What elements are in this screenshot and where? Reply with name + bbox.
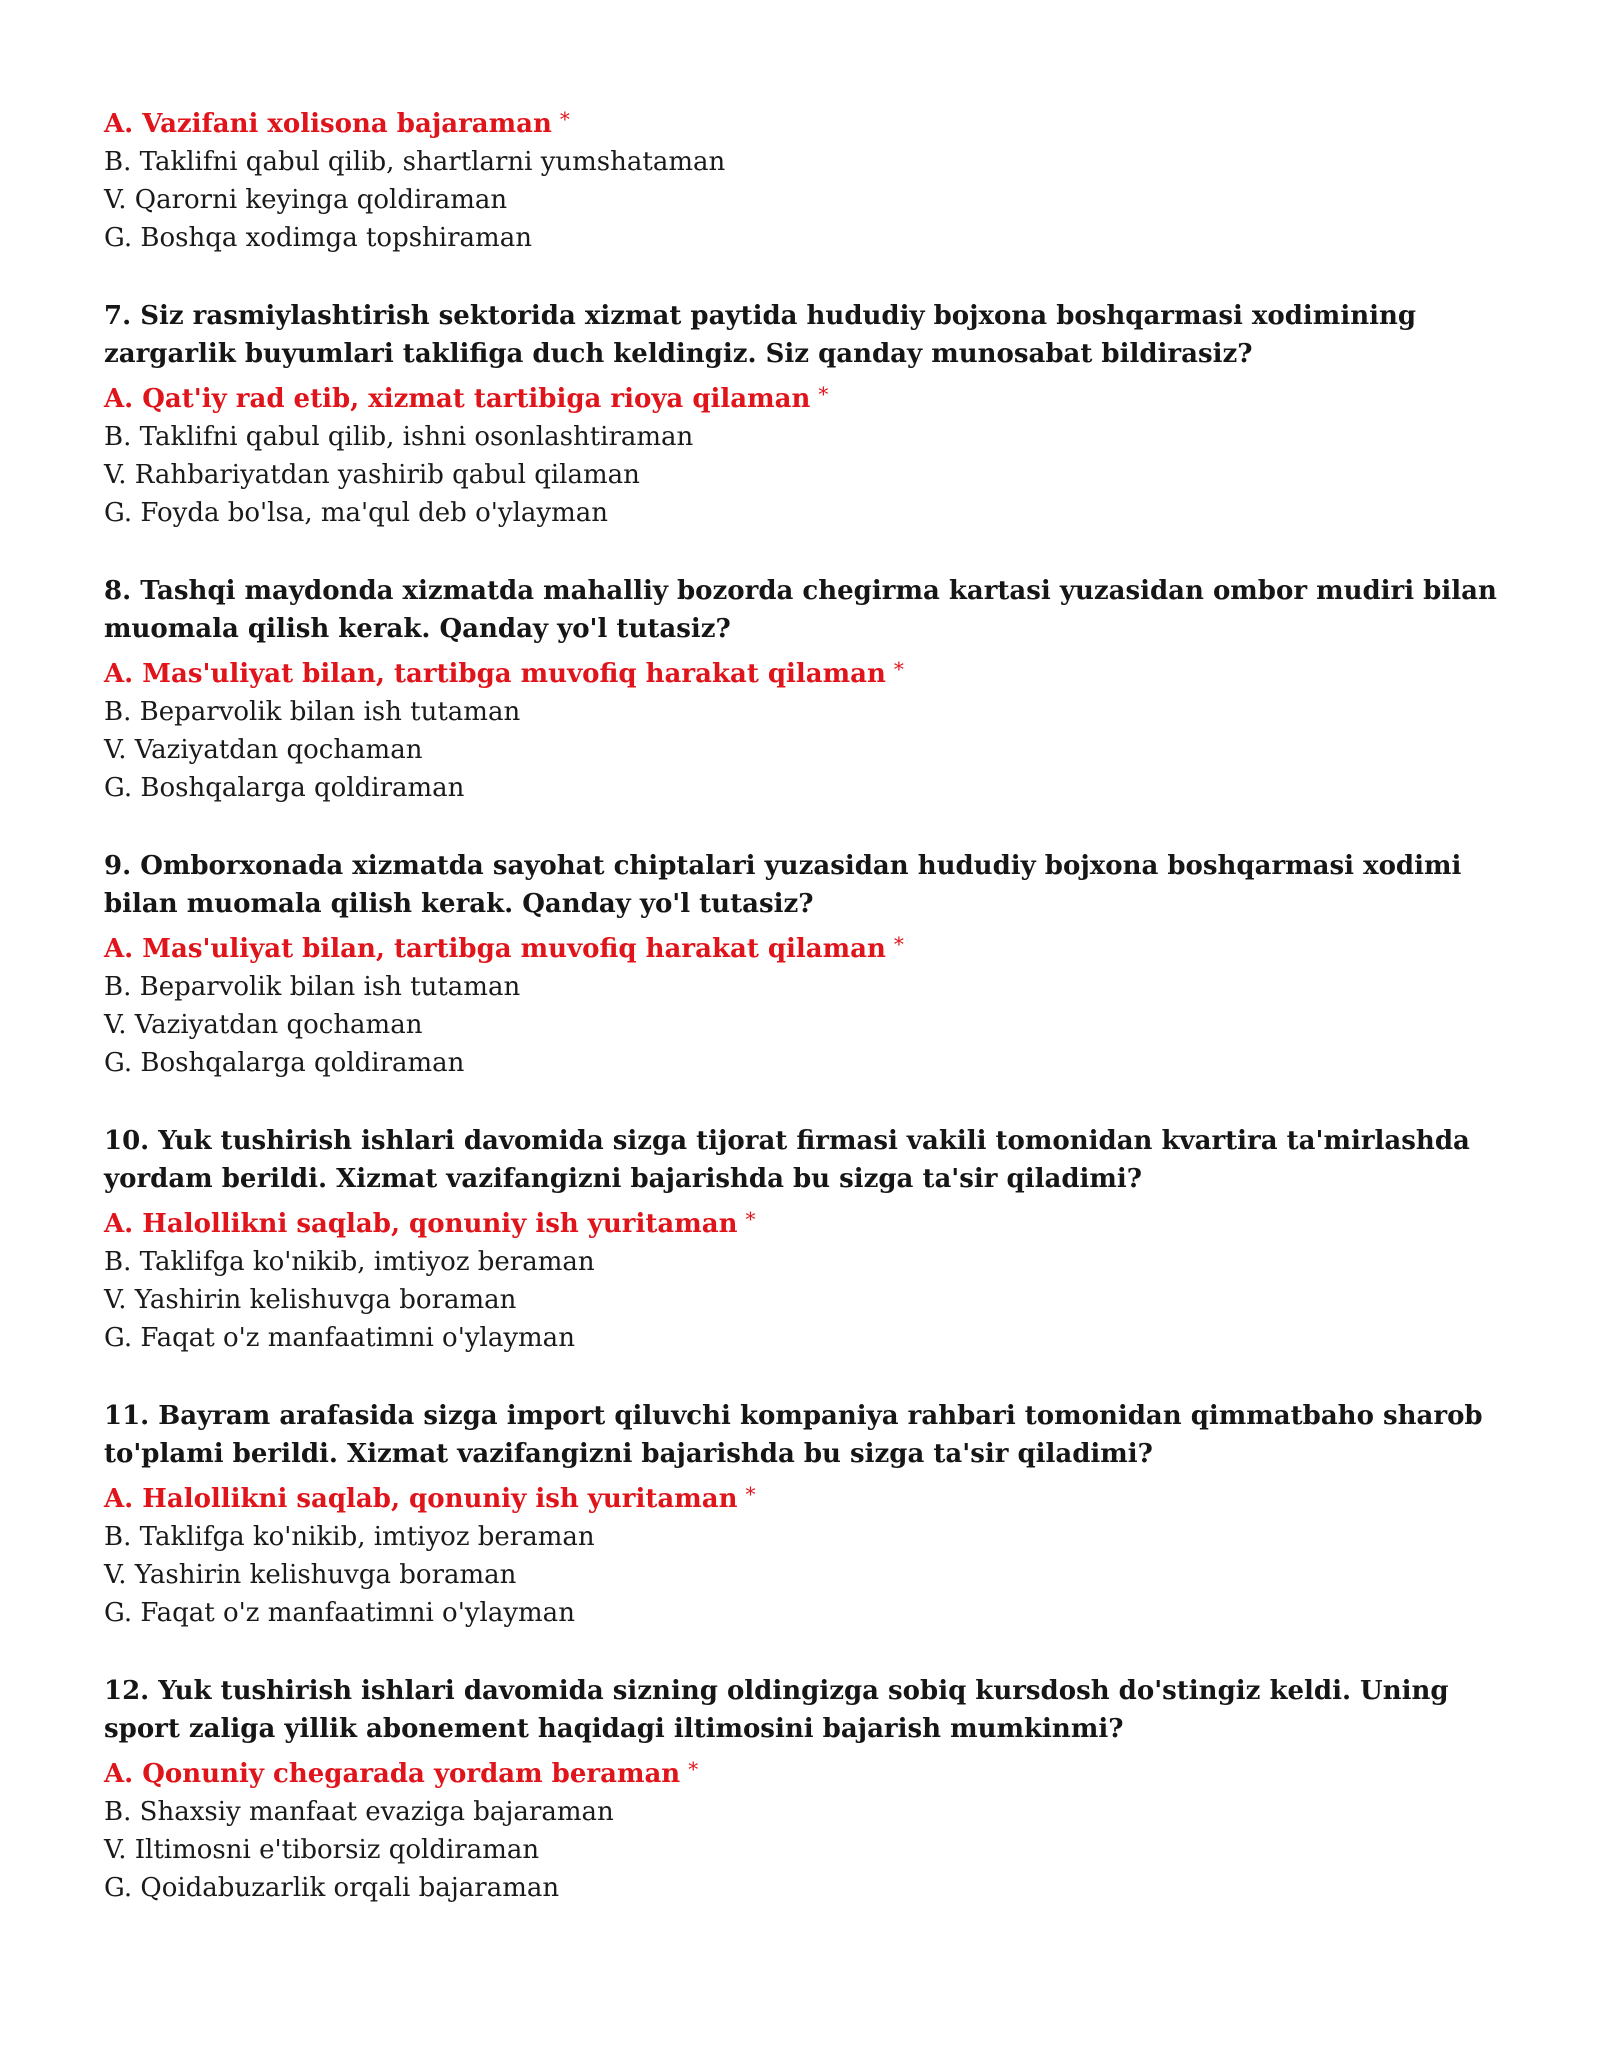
question-block-9 xyxy=(104,847,1524,1082)
question-block-10 xyxy=(104,1122,1524,1357)
correct-answer: A. Vazifani xolisona bajaraman * xyxy=(104,107,570,139)
correct-marker: * xyxy=(559,107,570,131)
answer-option-g: G. Faqat o'z manfaatimni o'ylayman xyxy=(104,1323,575,1353)
answer-option-g: G. Foyda bo'lsa, ma'qul deb o'ylayman xyxy=(104,498,608,528)
answer-option-v: V. Yashirin kelishuvga boraman xyxy=(104,1285,517,1315)
answer-option-b: B. Taklifni qabul qilib, shartlarni yumshataman xyxy=(104,147,726,177)
answer-option-v: V. Vaziyatdan qochaman xyxy=(104,1010,423,1040)
answer-option-b: B. Taklifga ko'nikib, imtiyoz beraman xyxy=(104,1522,595,1552)
answer-option-b: B. Taklifni qabul qilib, ishni osonlashtiraman xyxy=(104,422,694,452)
correct-answer: A. Qonuniy chegarada yordam beraman * xyxy=(104,1757,699,1789)
answer-option-g: G. Faqat o'z manfaatimni o'ylayman xyxy=(104,1598,575,1628)
question-text: 8. Tashqi maydonda xizmatda mahalliy bozorda chegirma kartasi yuzasidan ombor mudiri bilan muomala qilish kerak. Qanday yo'l tutasiz? xyxy=(104,576,1497,644)
correct-marker: * xyxy=(893,932,904,956)
answer-option-g: G. Boshqa xodimga topshiraman xyxy=(104,223,532,253)
question-text: 11. Bayram arafasida sizga import qiluvchi kompaniya rahbari tomonidan qimmatbaho sharob to'plami berildi. Xizmat vazifangizni bajarishda bu sizga ta'sir qiladimi? xyxy=(104,1401,1483,1469)
answer-option-b: B. Beparvolik bilan ish tutaman xyxy=(104,697,521,727)
question-text: 9. Omborxonada xizmatda sayohat chiptalari yuzasidan hududiy bojxona boshqarmasi xodimi bilan muomala qilish kerak. Qanday yo'l tutasiz? xyxy=(104,851,1462,919)
question-text: 12. Yuk tushirish ishlari davomida sizning oldingizga sobiq kursdosh do'stingiz keldi. Uning sport zaliga yillik abonement haqidagi iltimosini bajarish mumkinmi? xyxy=(104,1676,1449,1744)
answer-option-b: B. Beparvolik bilan ish tutaman xyxy=(104,972,521,1002)
correct-marker: * xyxy=(688,1757,699,1781)
question-block-6 xyxy=(104,100,1524,257)
answer-option-g: G. Qoidabuzarlik orqali bajaraman xyxy=(104,1873,560,1903)
question-block-11 xyxy=(104,1397,1524,1632)
correct-answer: A. Mas'uliyat bilan, tartibga muvofiq harakat qilaman * xyxy=(104,932,904,964)
correct-answer: A. Mas'uliyat bilan, tartibga muvofiq harakat qilaman * xyxy=(104,657,904,689)
correct-marker: * xyxy=(745,1482,756,1506)
correct-answer: A. Halollikni saqlab, qonuniy ish yuritaman * xyxy=(104,1207,756,1239)
answer-option-b: B. Shaxsiy manfaat evaziga bajaraman xyxy=(104,1797,614,1827)
answer-option-g: G. Boshqalarga qoldiraman xyxy=(104,1048,465,1078)
answer-option-v: V. Yashirin kelishuvga boraman xyxy=(104,1560,517,1590)
question-block-8 xyxy=(104,572,1524,807)
question-text: 10. Yuk tushirish ishlari davomida sizga tijorat firmasi vakili tomonidan kvartira ta'mirlashda yordam berildi. Xizmat vazifangizni bajarishda bu sizga ta'sir qiladimi? xyxy=(104,1126,1470,1194)
answer-option-v: V. Vaziyatdan qochaman xyxy=(104,735,423,765)
answer-option-b: B. Taklifga ko'nikib, imtiyoz beraman xyxy=(104,1247,595,1277)
document-page xyxy=(104,98,1524,1947)
answer-option-v: V. Rahbariyatdan yashirib qabul qilaman xyxy=(104,460,640,490)
question-block-12 xyxy=(104,1672,1524,1907)
question-text: 7. Siz rasmiylashtirish sektorida xizmat paytida hududiy bojxona boshqarmasi xodimining zargarlik buyumlari taklifiga duch keldingiz. Siz qanday munosabat bildirasiz? xyxy=(104,301,1417,369)
answer-option-v: V. Iltimosni e'tiborsiz qoldiraman xyxy=(104,1835,540,1865)
correct-marker: * xyxy=(893,657,904,681)
answer-option-g: G. Boshqalarga qoldiraman xyxy=(104,773,465,803)
correct-marker: * xyxy=(818,382,829,406)
correct-answer: A. Halollikni saqlab, qonuniy ish yuritaman * xyxy=(104,1482,756,1514)
correct-answer: A. Qat'iy rad etib, xizmat tartibiga rioya qilaman * xyxy=(104,382,829,414)
correct-marker: * xyxy=(745,1207,756,1231)
answer-option-v: V. Qarorni keyinga qoldiraman xyxy=(104,185,508,215)
question-block-7 xyxy=(104,297,1524,532)
